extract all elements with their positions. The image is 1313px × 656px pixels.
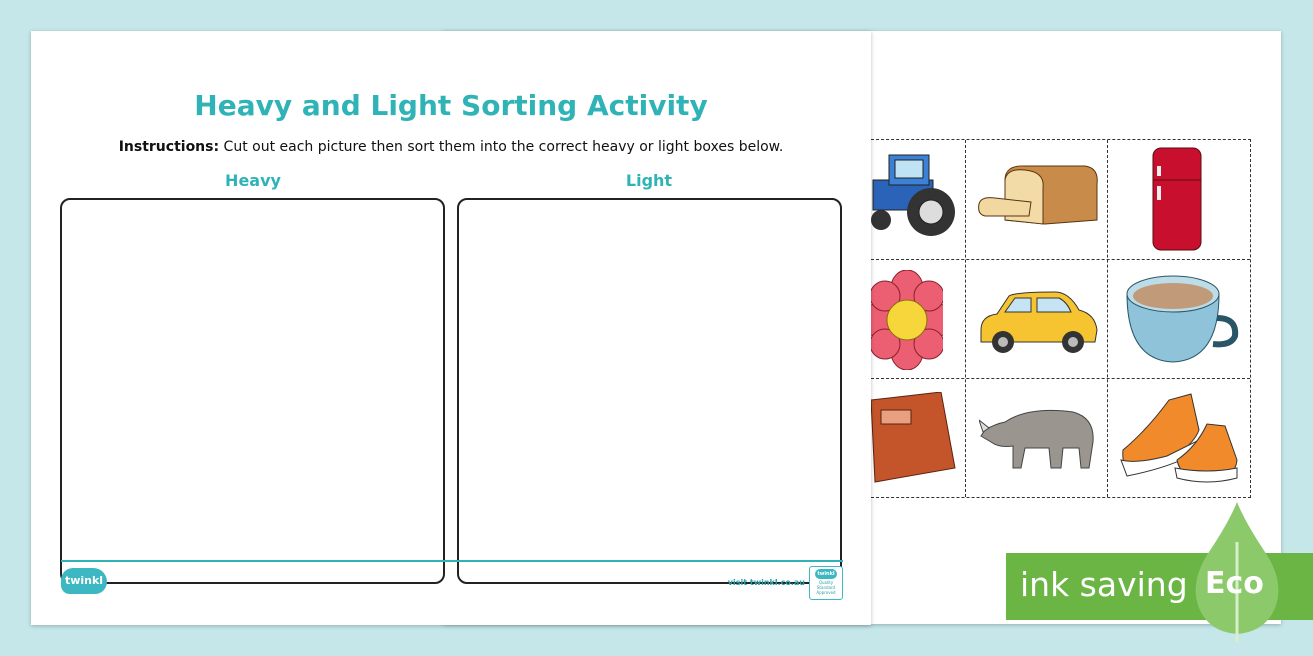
worksheet-page <box>31 31 871 625</box>
eco-banner-text: ink saving <box>1020 565 1188 604</box>
cutout-grid <box>871 139 1251 498</box>
grid-divider <box>1107 140 1108 497</box>
shoes-icon <box>1117 390 1241 486</box>
light-sort-box <box>457 198 842 584</box>
heavy-sort-box <box>60 198 445 584</box>
tractor-icon <box>871 150 961 250</box>
footer-divider <box>61 560 843 562</box>
heavy-heading: Heavy <box>225 171 281 190</box>
flower-icon <box>871 270 943 370</box>
quality-badge <box>809 566 843 600</box>
grid-divider <box>871 259 1250 260</box>
page-title: Heavy and Light Sorting Activity <box>194 89 708 122</box>
footer-link[interactable]: visit twinkl.co.au <box>727 578 805 587</box>
instructions <box>31 139 871 155</box>
car-icon <box>975 290 1099 356</box>
grid-divider <box>871 378 1250 379</box>
instructions-label: Instructions: <box>118 139 220 155</box>
grid-divider <box>965 140 966 497</box>
instructions-text: Cut out each picture then sort them into the correct heavy or light boxes below. <box>219 139 784 155</box>
twinkl-logo: twinkl <box>61 568 107 594</box>
cup-icon <box>1121 274 1241 366</box>
badge-text: Quality Standard Approved <box>816 580 836 595</box>
book-icon <box>871 392 957 484</box>
eco-label: Eco <box>1205 566 1264 601</box>
bread-icon <box>975 160 1099 240</box>
badge-logo: twinkl <box>815 569 837 579</box>
light-heading: Light <box>625 171 673 190</box>
fridge-icon <box>1149 146 1205 252</box>
rhino-icon <box>979 402 1099 472</box>
